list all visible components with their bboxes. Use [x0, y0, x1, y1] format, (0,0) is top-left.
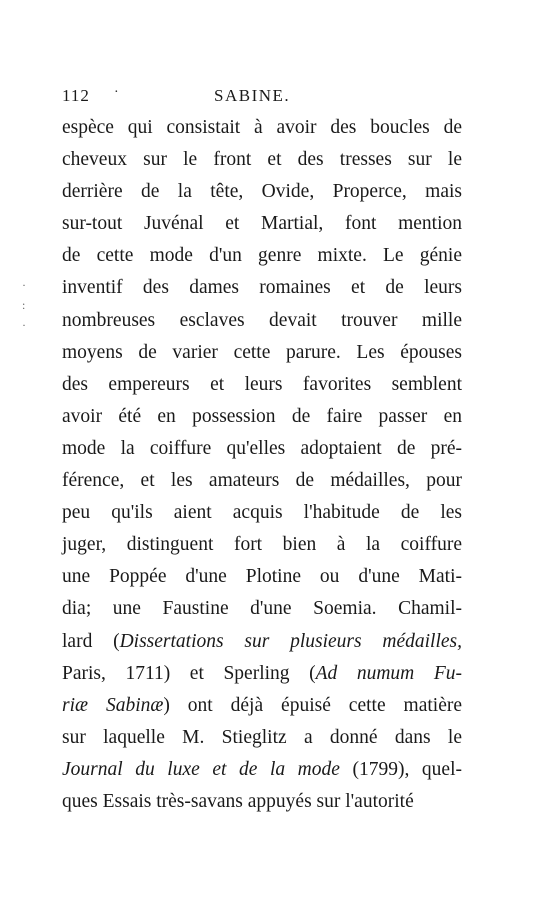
text-segment: des empereurs et leurs favorites semblent: [62, 373, 462, 395]
text-line: [62, 593, 462, 625]
margin-mark: ·: [22, 278, 26, 292]
text-line: [62, 208, 462, 240]
italic-text: Ad numum Fu-: [315, 662, 462, 684]
text-segment: cheveux sur le front et des tresses sur le: [62, 149, 462, 171]
italic-text: riæ Sabinæ: [62, 694, 164, 716]
text-line: [62, 529, 462, 561]
text-line: [62, 658, 462, 690]
margin-mark: :: [22, 298, 26, 312]
text-segment: Paris, 1711) et Sperling (: [62, 662, 316, 684]
margin-mark: ·: [22, 318, 26, 332]
text-segment: nombreuses esclaves devait trouver mille: [62, 309, 462, 331]
text-line: [62, 369, 462, 401]
text-line: [62, 690, 462, 722]
text-segment: espèce qui consistait à avoir des boucles de: [62, 117, 462, 138]
text-segment: peu qu'ils aient acquis l'habitude de les: [62, 502, 462, 524]
text-segment: une Poppée d'une Plotine ou d'une Mati-: [62, 566, 462, 588]
text-segment: ) ont déjà épuisé cette matière: [163, 694, 463, 716]
text-segment: férence, et les amateurs de médailles, pour: [62, 470, 462, 492]
text-line: [62, 401, 462, 433]
text-line: [62, 465, 462, 497]
italic-text: Journal du luxe et de la mode: [62, 758, 340, 780]
text-segment: avoir été en possession de faire passer en: [62, 405, 462, 427]
text-line: [62, 433, 462, 465]
text-line: [62, 272, 462, 304]
text-line: [62, 176, 462, 208]
text-line: [62, 240, 462, 272]
text-segment: sur-tout Juvénal et Martial, font mention: [62, 213, 462, 235]
running-title: SABINE.: [214, 86, 291, 105]
text-segment: (1799), quel-: [339, 758, 462, 780]
text-line: [62, 497, 462, 529]
header-separator: ·: [114, 85, 119, 100]
text-line: [62, 337, 462, 369]
text-line: [62, 786, 462, 818]
text-segment: derrière de la tête, Ovide, Properce, mais: [62, 181, 462, 203]
text-segment: moyens de varier cette parure. Les épouses: [62, 341, 462, 363]
text-segment: mode la coiffure qu'elles adoptaient de pré-: [62, 437, 462, 459]
text-segment: dia; une Faustine d'une Soemia. Chamil-: [62, 598, 462, 620]
text-segment: ques Essais très-savans appuyés sur l'autorité: [62, 790, 414, 812]
text-line: [62, 626, 462, 658]
text-line: [62, 722, 462, 754]
text-segment: inventif des dames romaines et de leurs: [62, 277, 462, 299]
text-line: [62, 561, 462, 593]
page-header: [62, 86, 462, 110]
page-number: 112: [62, 86, 90, 105]
text-segment: sur laquelle M. Stieglitz a donné dans le: [62, 726, 462, 748]
text-segment: juger, distinguent fort bien à la coiffure: [62, 534, 462, 556]
text-segment: de cette mode d'un genre mixte. Le génie: [62, 245, 462, 267]
text-line: [62, 112, 462, 144]
text-segment: lard (: [62, 630, 120, 652]
text-line: [62, 754, 462, 786]
body-text: [62, 112, 462, 818]
text-line: [62, 305, 462, 337]
italic-text: Dissertations sur plusieurs médailles,: [119, 630, 462, 652]
text-line: [62, 144, 462, 176]
